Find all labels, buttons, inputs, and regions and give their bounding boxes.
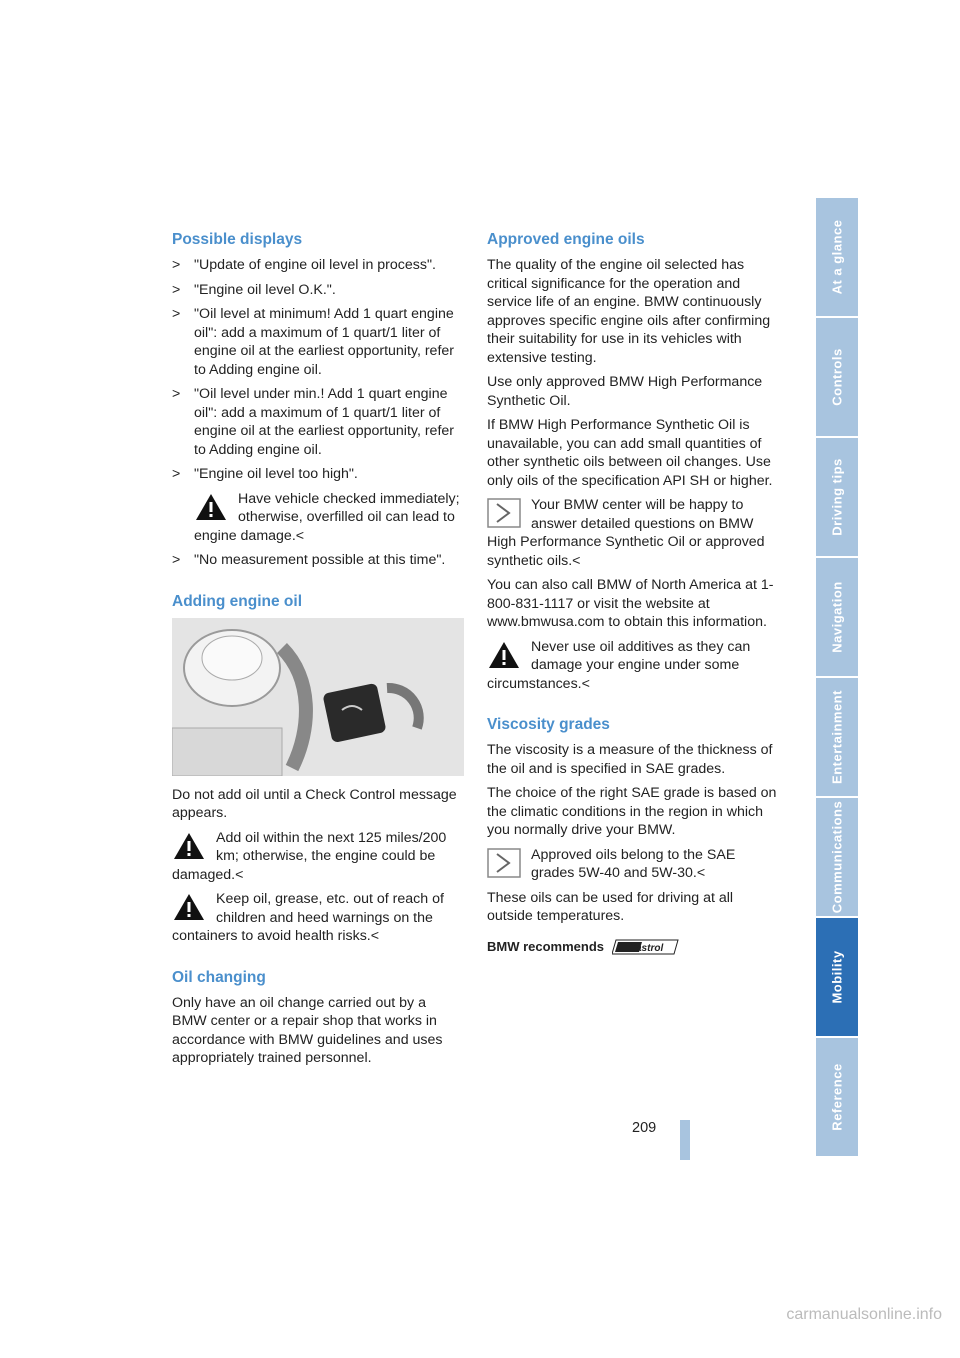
tab-reference[interactable]: Reference [816, 1038, 858, 1158]
left-column [172, 230, 464, 1074]
warning-icon [194, 492, 228, 522]
warning-note: Have vehicle checked immediately; otherwise, overfilled oil can lead to engine damage.< [194, 490, 460, 544]
paragraph: You can also call BMW of North America at 1-800-831-1117 or visit the website at www.bmwusa.com to obtain this information. [487, 577, 774, 630]
tab-navigation[interactable]: Navigation [816, 558, 858, 678]
warning-note: Never use oil additives as they can damage your engine under some circumstances.< [487, 638, 751, 692]
heading-oil-changing: Oil changing [172, 968, 266, 986]
list-item: > "Oil level at minimum! Add 1 quart engine oil": add a maximum of 1 quart/1 liter of engine oil at the earliest opportunity, refer to Adding engine oil. [172, 306, 454, 378]
page-number: 209 [632, 1120, 657, 1136]
list-item: > "Update of engine oil level in process". [172, 257, 436, 273]
castrol-logo [612, 939, 680, 955]
page-marker [680, 1120, 690, 1160]
chapter-sidebar [816, 198, 858, 1158]
list-item: > "Engine oil level too high". [172, 466, 358, 482]
paragraph: These oils can be used for driving at all outside temperatures. [487, 889, 734, 924]
list-item: > "Oil level under min.! Add 1 quart engine oil": add a maximum of 1 quart/1 liter of engine oil at the earliest opportunity, refer to Adding engine oil. [172, 386, 454, 458]
tab-mobility[interactable]: Mobility [816, 918, 858, 1038]
info-note: Your BMW center will be happy to answer detailed questions on BMW High Performance Synthetic Oil or approved synthetic oils.< [487, 497, 765, 569]
note-arrow-icon [487, 848, 521, 878]
right-column [487, 230, 779, 956]
engine-oil-cap-photo [172, 618, 464, 776]
tab-entertainment[interactable]: Entertainment [816, 678, 858, 798]
warning-note: Add oil within the next 125 miles/200 km; otherwise, the engine could be damaged.< [172, 829, 447, 883]
svg-text:Castrol: Castrol [628, 942, 664, 954]
paragraph: If BMW High Performance Synthetic Oil is unavailable, you can add small quantities of other synthetic oils between oil changes. Use only oils of the specification API SH or higher. [487, 417, 773, 489]
note-arrow-icon [487, 498, 521, 528]
warning-note: Keep oil, grease, etc. out of reach of children and heed warnings on the containers to avoid health risks.< [172, 891, 444, 944]
bmw-recommends: BMW recommends Castrol [487, 938, 779, 957]
warning-icon [172, 892, 206, 922]
tab-at-a-glance[interactable]: At a glance [816, 198, 858, 318]
watermark: carmanualsonline.info [786, 1306, 942, 1323]
tab-communications[interactable]: Communications [816, 798, 858, 918]
info-note: Approved oils belong to the SAE grades 5W-40 and 5W-30.< [487, 846, 779, 883]
paragraph: Only have an oil change carried out by a BMW center or a repair shop that works in accordance with BMW guidelines and uses appropriately trained personnel. [172, 994, 443, 1066]
paragraph: The quality of the engine oil selected has critical significance for the operation and service life of an engine. BMW continuously approves specific engine oils after confirming their suitability for use in its vehicles with extensive testing. [487, 257, 771, 366]
warning-icon [172, 831, 206, 861]
paragraph: Use only approved BMW High Performance Synthetic Oil. [487, 374, 763, 409]
paragraph: The viscosity is a measure of the thickness of the oil and is specified in SAE grades. [487, 742, 773, 777]
heading-approved-engine-oils: Approved engine oils [487, 231, 645, 248]
heading-adding-engine-oil: Adding engine oil [172, 592, 303, 610]
tab-driving-tips[interactable]: Driving tips [816, 438, 858, 558]
list-item: > "No measurement possible at this time". [172, 552, 446, 568]
heading-viscosity-grades: Viscosity grades [487, 716, 610, 733]
paragraph: Do not add oil until a Check Control message appears. [172, 786, 457, 821]
warning-icon [487, 640, 521, 670]
list-item: > "Engine oil level O.K.". [172, 281, 336, 298]
heading-possible-displays: Possible displays [172, 231, 303, 248]
paragraph: The choice of the right SAE grade is based on the climatic conditions in the region in which you normally drive your BMW. [487, 785, 777, 838]
tab-controls[interactable]: Controls [816, 318, 858, 438]
